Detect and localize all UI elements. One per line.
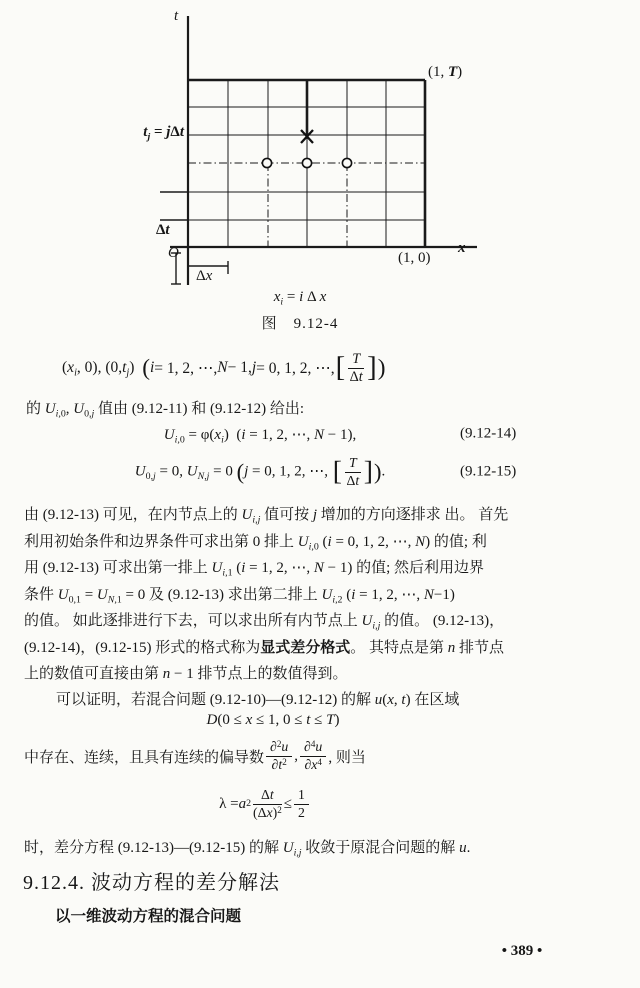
para-line-6: (9.12-14)，(9.12-15) 形式的格式称为显式差分格式。 其特点是第 n 排节点 <box>24 639 505 656</box>
page-number: • 389 • <box>501 943 543 959</box>
x-axis-label: x <box>458 240 466 256</box>
equation-9-12-15: $U_{0,j} = 0$, $U_{N,j} = 0$ (j = 0, 1, 2, ⋯, [ $\frac{T}{\Delta t}$ ]). <box>134 455 386 488</box>
corner-10-label: (1, 0) <box>398 250 431 266</box>
para-line-1: 由 (9.12-13) 可见，在内节点上的 $U_{i,j}$ 值可按 j 增加的方向逐排求 出。 首先 <box>24 507 509 526</box>
stencil-circles <box>262 158 351 167</box>
delta-t-label: Δt <box>156 222 170 238</box>
derivatives-line: 中存在、连续，且具有连续的偏导数 $\frac{\partial^2u}{\partial t^2}$ , $\frac{\partial^4u}{\partial x^4}$ , 则当 <box>24 738 366 772</box>
equation-number-9-12-14: (9.12-14) <box>460 425 517 442</box>
para-line-5: 的值。 如此逐排进行下去，可以求出所有内节点上 $U_{i,j}$ 的值。 (9.12-13)， <box>24 613 505 632</box>
para2-first-line: 可以证明，若混合问题 (9.12-10)—(9.12-12) 的解 u(x, t) 在区域 <box>56 692 460 708</box>
para-line-7: 上的数值可直接由第 n − 1 排节点上的数值得到。 <box>24 666 348 682</box>
grid-diagram-svg <box>0 0 640 288</box>
values-intro-line: 的 $U_{i,0}$, $U_{0,j}$ 值由 (9.12-11) 和 (9.12-12) 给出: <box>26 401 305 420</box>
figure-caption: 图 9.12-4 <box>261 316 339 332</box>
subsection-title: 以一维波动方程的混合问题 <box>55 908 242 925</box>
equation-9-12-14: $U_{i,0} = \varphi(x_i) (i = 1$, 2, ⋯, N − 1), <box>163 426 357 445</box>
para-line-2: 利用初始条件和边界条件可求出第 0 排上 $U_{i,0}$ (i = 0, 1, 2, ⋯, N) 的值; 利 <box>24 533 487 552</box>
para-line-4: 条件 $U_{0,1} = U_{N,1} = 0$ 及 (9.12-13) 求出第二排上 $U_{i,2}$ (i = 1, 2, ⋯, N−1) <box>24 586 455 605</box>
t-axis-label: t <box>174 8 179 24</box>
figure-caption-formula: $x_i = i$ Δ x <box>273 289 327 308</box>
closing-line: 时，差分方程 (9.12-13)—(9.12-15) 的解 $U_{i,j}$ 收敛于原混合问题的解 u. <box>24 840 471 859</box>
lambda-equation: λ = a 2 $\frac{\Delta t}{(\Delta x)^2}$ ≤ $\frac{1}{2}$ <box>0 782 530 826</box>
section-heading: 9.12.4. 波动方程的差分解法 <box>23 872 280 894</box>
equation-row-14 <box>0 420 640 448</box>
dimension-ticks <box>160 192 228 284</box>
corner-1T-label: (1, T) <box>428 64 463 80</box>
region-equation: D(0 ≤ x ≤ 1, 0 ≤ t ≤ T) <box>206 712 340 728</box>
display-equation-domain: ( $x_i$ , 0), (0, $t_j$ ) ( i = 1, 2, ⋯, N − 1, j = 0, 1, 2, ⋯, [ $\frac{T}{\Delta t}$ ] ) <box>62 350 386 385</box>
axes <box>170 16 477 285</box>
equation-row-15 <box>0 452 640 492</box>
figure-9-12-4 <box>0 0 640 288</box>
tj-row-label: $t_j = j\Delta t$ <box>143 124 184 143</box>
origin-label: O <box>168 245 179 261</box>
equation-number-9-12-15: (9.12-15) <box>460 463 517 480</box>
para-line-3: 用 (9.12-13) 可求出第一排上 $U_{i,1}$ (i = 1, 2, ⋯, N − 1) 的值; 然后利用边界 <box>24 560 485 579</box>
delta-x-label: Δx <box>196 268 213 284</box>
